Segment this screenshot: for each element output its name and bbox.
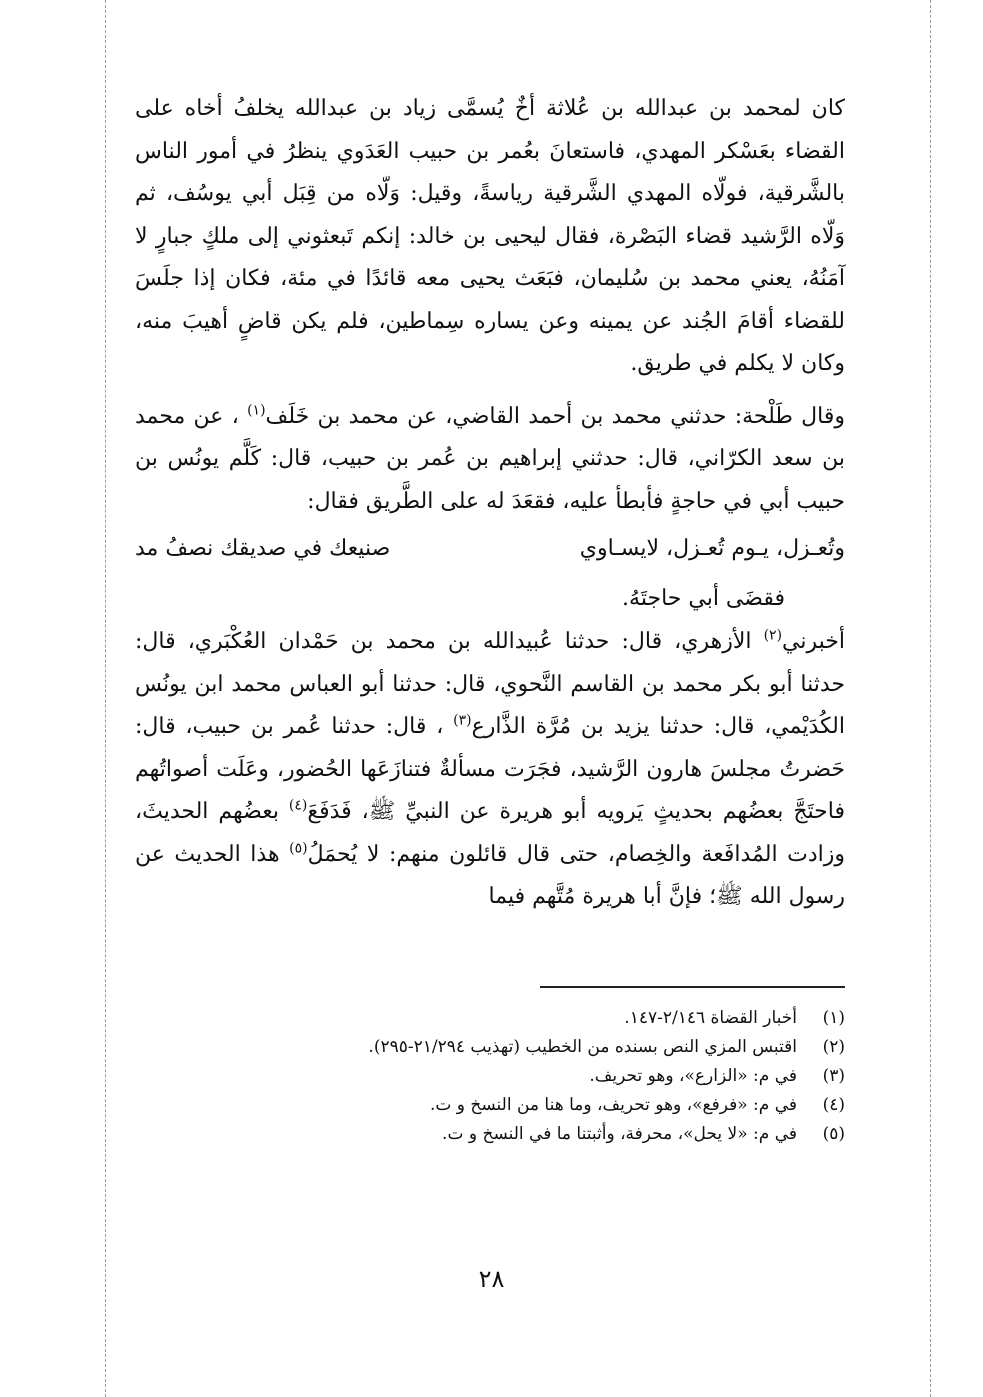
para3-text: الحُضور، وعَلَت أصواتُهم فاحتَجَّ بعضُهم بحديثٍ يَرويه أبو هريرة عن النبيِّ [135,756,845,824]
paragraph-1 [135,88,845,386]
footnote-ref-5[interactable]: (٥) [289,840,308,857]
para3-text: حبيب، قال: حَضرتُ مجلسَ هارون الرَّشيد، فجَرَت مسألةٌ فتنازَعَها [135,714,845,782]
footnote-ref-1[interactable]: (١) [247,402,266,419]
para2-text: كَلَّم يونُس بن حبيب أبي في حاجةٍ فأبطأ عليه، فقعَدَ له على الطَّريق فقال: [135,446,845,514]
para3-text: أخبرني [782,629,845,654]
para1-line: منه، وكان لا يكلم في طريق. [135,308,845,376]
para1-line: كان لمحمد بن عبدالله بن عُلاثة أخٌ يُسمَّى زياد بن عبدالله يخلفُ أخاه على [135,96,845,121]
footnote-text: في م: «الزارع»، وهو تحريف. [589,1066,797,1086]
footnote-text: اقتبس المزي النص بسنده من الخطيب (تهذيب ٢١/٢٩٤-٢٩٥). [368,1037,797,1057]
footnote-separator [540,986,845,988]
para2-text: ، [231,403,239,429]
footnote-number: (٥) [822,1124,845,1144]
para3-text: ، قال: حدثنا عُمر بن [250,714,444,739]
right-margin-guide [930,0,931,1397]
para3-text: ﷺ، فَدَفَعَ [307,799,396,824]
footnote-ref-4[interactable]: (٤) [288,797,308,814]
para1-line: لا آمَنُهُ، يعني محمد بن سُليمان، فبَعَث يحيى معه قائدًا في مئة، فكان إذا [135,223,845,291]
footnote-text: أخبار القضاة ٢/١٤٦-١٤٧. [624,1008,797,1028]
footnote-ref-2[interactable]: (٢) [763,627,783,644]
para3-text: قال: حدثنا أبو بكر محمد بن القاسم النَّحوي، قال: حدثنا أبو العباس محمد [135,629,845,697]
page-body [135,88,845,919]
footnote [300,1033,845,1062]
para3-text: بعضُهم الحديثَ، وزادت المُدافَعة والخِصام، حتى قال قائلون [135,799,845,867]
para1-line: وَلّاه الرَّشيد قضاء البَصْرة، فقال ليحيى بن خالد: إنكم تَبعثوني إلى ملكٍ جبارٍ [155,223,845,249]
poetry-verse [135,527,845,571]
footnote-text: في م: «فرفع»، وهو تحريف، وما هنا من النسخ و ت. [429,1095,797,1115]
footnote-ref-3[interactable]: (٣) [453,712,472,729]
footnote-number: (٣) [822,1066,845,1086]
para1-line: القضاء بعَسْكر المهدي، فاستعانَ بعُمر بن حبيب العَدَوي ينظرُ في أمور الناس [135,138,845,164]
paragraph-2 [135,396,845,524]
after-verse-text: فقضَى أبي حاجتَهُ. [622,586,785,611]
footnote-number: (٢) [822,1037,845,1057]
footnote-number: (١) [822,1008,845,1028]
left-margin-guide [105,0,106,1397]
para3-text: منهم: لا يُحمَلُ [307,841,440,867]
para1-line: جلَسَ للقضاء أقامَ الجُند عن يمينه وعن يساره سِماطين، فلم يكن قاضٍ أهيبَ [135,266,845,334]
para3-text: هذا الحديث عن رسول الله ﷺ؛ فإنَّ أبا هريرة مُتَّهم فيما [135,841,845,909]
footnote-text: في م: «لا يحل»، محرفة، وأثبتنا ما في النسخ و ت. [442,1124,797,1144]
paragraph-3 [135,621,845,919]
footnote [300,1004,845,1033]
footnote [300,1120,845,1149]
para2-text: وقال طَلْحة: حدثني محمد بن أحمد القاضي، عن محمد بن خَلَف [265,403,846,429]
verse-first-hemistich: وتُعـزل، يـوم تُعـزل، لايسـاوي [579,536,845,561]
footnote-number: (٤) [822,1095,845,1115]
footnote [300,1062,845,1091]
para2-text: عن محمد بن سعد الكرّاني، قال: حدثني إبراهيم بن عُمر بن حبيب، قال: [135,403,845,471]
footnote [300,1091,845,1120]
para3-text: ابن يونُس الكُدَيْمي، قال: حدثنا يزيد بن مُرَّة الذَّارع [135,671,845,739]
page-number: ٢٨ [478,1265,505,1293]
para1-line: بالشَّرقية، فولّاه المهدي الشَّرقية رياسةً، وقيل: وَلّاه من قِبَل أبي يوسُف، ثم [135,181,845,206]
para3-text: الأزهري، قال: حدثنا عُبيدالله بن محمد بن حَمْدان العُكْبَري، [187,629,752,654]
verse-second-hemistich: صنيعك في صديقك نصفُ مد [135,536,391,561]
footnotes [300,1004,845,1149]
